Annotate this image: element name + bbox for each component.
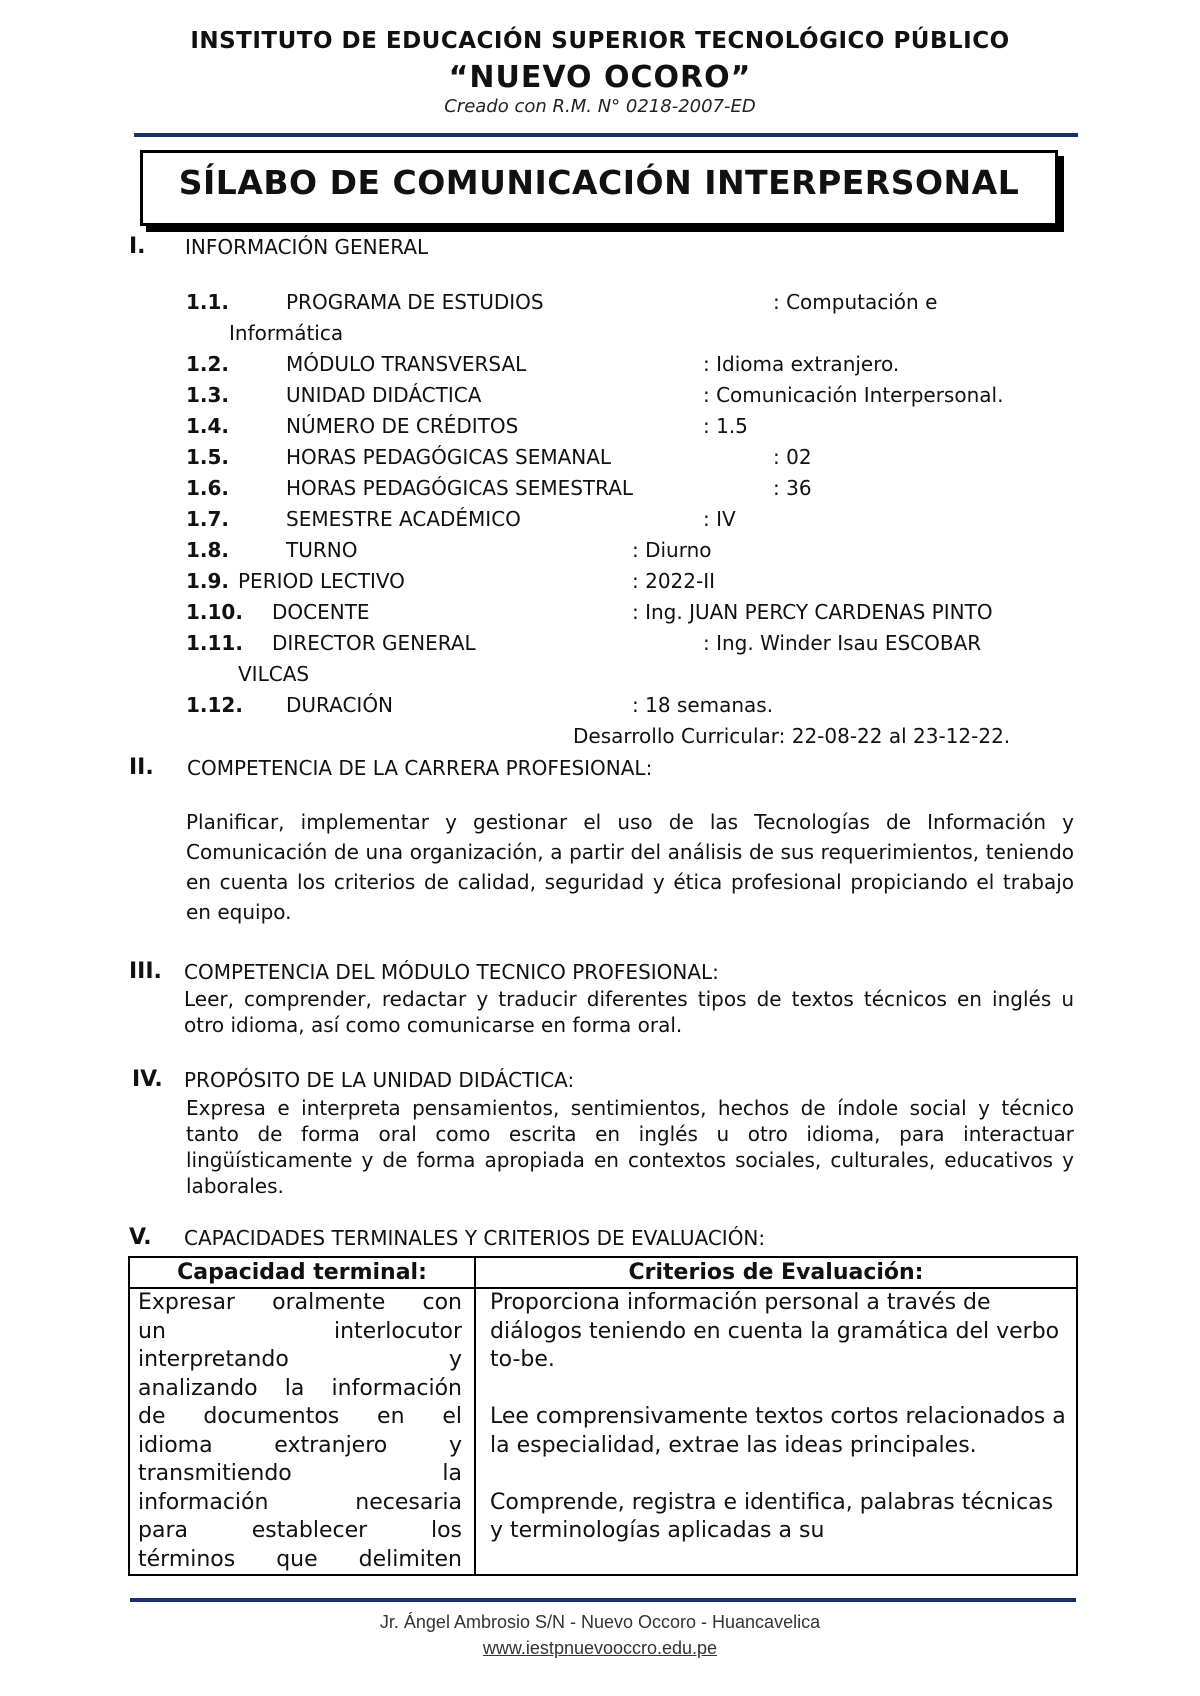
info-item-label: DIRECTOR GENERAL — [272, 631, 476, 655]
table-header-criteria: Criterios de Evaluación: — [475, 1257, 1077, 1288]
info-item-number: 1.1. — [186, 290, 230, 314]
capacity-line: un interlocutor — [138, 1318, 462, 1344]
info-item-label: SEMESTRE ACADÉMICO — [286, 507, 521, 531]
info-item-value: : 02 — [773, 445, 812, 469]
info-item-value: : Diurno — [632, 538, 712, 562]
info-item-label: NÚMERO DE CRÉDITOS — [286, 414, 519, 438]
info-item-continuation: Desarrollo Curricular: 22-08-22 al 23-12-22. — [573, 724, 1011, 748]
capacity-line: información necesaria — [138, 1489, 462, 1515]
institution-name: INSTITUTO DE EDUCACIÓN SUPERIOR TECNOLÓGICO PÚBLICO — [190, 28, 1010, 54]
info-item-number: 1.2. — [186, 352, 230, 376]
section-3-title: COMPETENCIA DEL MÓDULO TECNICO PROFESIONAL: — [184, 960, 719, 984]
info-item-value: : Ing. JUAN PERCY CARDENAS PINTO — [632, 600, 993, 624]
capacity-line: interpretando y — [138, 1347, 462, 1372]
section-4-title: PROPÓSITO DE LA UNIDAD DIDÁCTICA: — [184, 1068, 575, 1092]
info-item-label: PROGRAMA DE ESTUDIOS — [286, 290, 544, 314]
info-item-label: DOCENTE — [272, 600, 370, 624]
info-item-number: 1.6. — [186, 476, 230, 500]
info-item-label: HORAS PEDAGÓGICAS SEMESTRAL — [286, 476, 634, 500]
capacities-criteria-table — [128, 1256, 1078, 1576]
info-item-number: 1.3. — [186, 383, 230, 407]
info-item-number: 1.8. — [186, 538, 230, 562]
capacity-line: de documentos en el — [138, 1404, 462, 1429]
info-item-number: 1.9. — [186, 569, 230, 593]
section-2-number: II. — [129, 755, 154, 780]
info-item-value: : 18 semanas. — [632, 693, 774, 717]
footer-website-link[interactable]: www.iestpnuevooccro.edu.pe — [482, 1638, 718, 1658]
info-item-value: : 1.5 — [703, 414, 748, 438]
module-competence-text: Leer, comprender, redactar y traducir diferentes tipos de textos técnicos en inglés u otro idioma, así como comunicarse en forma oral. — [184, 987, 1074, 1037]
capacity-line: Expresar oralmente con — [138, 1290, 462, 1315]
info-item-value: : IV — [703, 507, 736, 531]
info-item-number: 1.10. — [186, 600, 243, 624]
info-item-value: : 36 — [773, 476, 812, 500]
info-item-value: : Ing. Winder Isau ESCOBAR — [703, 631, 982, 655]
capacity-line: términos que delimiten — [138, 1546, 462, 1572]
info-item-label: UNIDAD DIDÁCTICA — [286, 383, 482, 407]
info-item-number: 1.11. — [186, 631, 243, 655]
section-2-title: COMPETENCIA DE LA CARRERA PROFESIONAL: — [187, 756, 653, 780]
criteria-cell — [475, 1288, 1077, 1575]
section-4-number: IV. — [132, 1067, 163, 1092]
info-item-continuation: VILCAS — [238, 662, 310, 686]
table-header-row — [129, 1257, 1077, 1288]
info-item-label: DURACIÓN — [286, 693, 394, 717]
section-5-title: CAPACIDADES TERMINALES Y CRITERIOS DE EVALUACIÓN: — [184, 1226, 766, 1250]
info-item-label: TURNO — [286, 538, 358, 562]
capacity-line: idioma extranjero y — [138, 1432, 462, 1458]
info-item-number: 1.12. — [186, 693, 243, 717]
criterion-2: Lee comprensivamente textos cortos relacionados a la especialidad, extrae las ideas principales. — [490, 1404, 1066, 1458]
table-row — [129, 1288, 1077, 1575]
criterion-3: Comprende, registra e identifica, palabras técnicas y terminologías aplicadas a su — [490, 1489, 1054, 1543]
section-3-number: III. — [129, 959, 162, 984]
section-1-title: INFORMACIÓN GENERAL — [185, 235, 429, 259]
header-rule — [134, 133, 1078, 137]
info-item-number: 1.4. — [186, 414, 230, 438]
info-item-number: 1.7. — [186, 507, 230, 531]
document-title: SÍLABO DE COMUNICACIÓN INTERPERSONAL — [178, 163, 1020, 202]
unit-purpose-text: Expresa e interpreta pensamientos, sentimientos, hechos de índole social y técnico tanto de forma oral como escrita en inglés u otro idioma, para interactuar lingüísticamente y de forma apropiada en contextos sociales, culturales, educativos y laborales. — [186, 1096, 1074, 1198]
info-item-label: MÓDULO TRANSVERSAL — [286, 352, 527, 376]
info-item-value: : Idioma extranjero. — [703, 352, 900, 376]
capacity-text — [138, 1289, 462, 1574]
info-item-value: : Computación e — [773, 290, 938, 314]
capacity-line: para establecer los — [138, 1518, 462, 1543]
info-item-label: PERIOD LECTIVO — [238, 569, 405, 593]
career-competence-text: Planificar, implementar y gestionar el uso de las Tecnologías de Información y Comunicación de una organización, a partir del análisis de sus requerimientos, teniendo en cuenta los criterios de calidad, seguridad y ética profesional propiciando el trabajo en equipo. — [186, 810, 1074, 924]
info-item-continuation: Informática — [229, 321, 344, 345]
capacity-line: analizando la información — [138, 1375, 462, 1401]
info-item-label: HORAS PEDAGÓGICAS SEMANAL — [286, 445, 612, 469]
info-item-value: : Comunicación Interpersonal. — [703, 383, 1004, 407]
creation-resolution: Creado con R.M. N° 0218-2007-ED — [444, 96, 756, 117]
criterion-1: Proporciona información personal a través de diálogos teniendo en cuenta la gramática del verbo to-be. — [490, 1290, 1060, 1372]
capacity-cell — [129, 1288, 475, 1575]
section-5-number: V. — [129, 1225, 152, 1250]
info-item-number: 1.5. — [186, 445, 230, 469]
capacity-line: transmitiendo la — [138, 1461, 462, 1486]
document-title-box — [140, 150, 1058, 226]
section-1-number: I. — [129, 234, 146, 259]
info-item-value: : 2022-II — [632, 569, 716, 593]
footer-address: Jr. Ángel Ambrosio S/N - Nuevo Occoro - Huancavelica — [379, 1612, 821, 1632]
institution-brand: “NUEVO OCORO” — [448, 60, 752, 95]
table-header-capacity: Capacidad terminal: — [129, 1257, 475, 1288]
footer-rule — [130, 1598, 1076, 1602]
